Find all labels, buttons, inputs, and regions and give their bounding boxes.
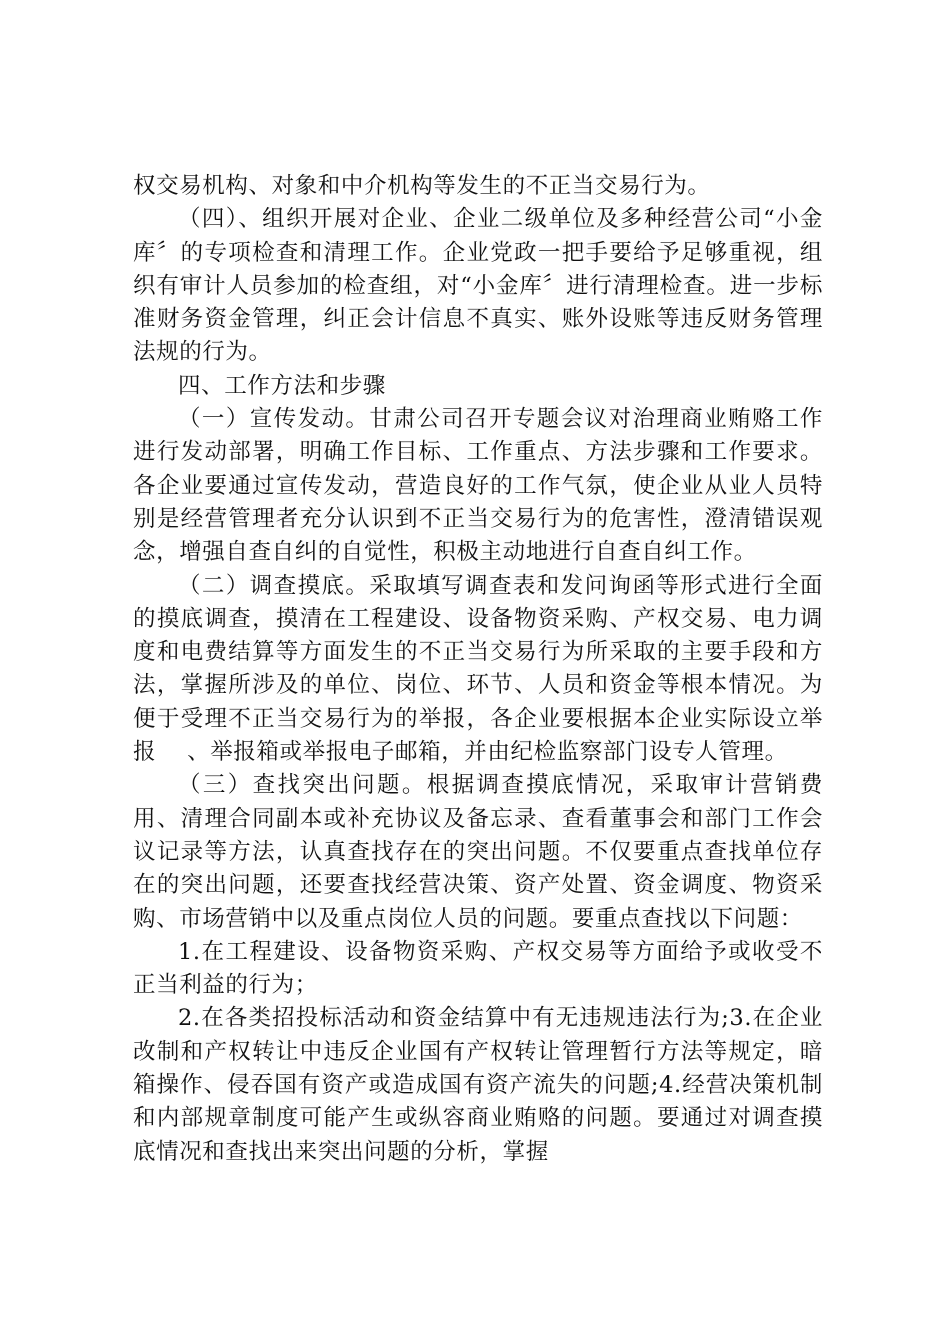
list-item-1: 1.在工程建设、设备物资采购、产权交易等方面给予或收受不正当利益的行为； [133, 938, 823, 999]
paragraph-4: （二）调查摸底。采取填写调查表和发问询函等形式进行全面的摸底调查，摸清在工程建设、设备物资采购、产权交易、电力调度和电费结算等方面发生的不正当交易行为所采取的主要手段和方法，掌握所涉及的单位、岗位、环节、人员和资金等根本情况。为便于受理不正当交易行为的举报，各企业要根据本企业实际设立举报 、举报箱或举报电子邮箱，并由纪检监察部门设专人管理。 [133, 572, 823, 766]
document-body [133, 170, 823, 1169]
paragraph-1: 权交易机构、对象和中介机构等发生的不正当交易行为。 [133, 173, 711, 199]
list-item-2: 2.在各类招投标活动和资金结算中有无违规违法行为;3.在企业改制和产权转让中违反企业国有产权转让管理暂行方法等规定，暗箱操作、侵吞国有资产或造成国有资产流失的问题;4.经营决策机制和内部规章制度可能产生或纵容商业贿赂的问题。要通过对调查摸底情况和查找出来突出问题的分析，掌握 [133, 1005, 823, 1165]
paragraph-3: （一）宣传发动。甘肃公司召开专题会议对治理商业贿赂工作进行发动部署，明确工作目标、工作重点、方法步骤和工作要求。各企业要通过宣传发动，营造良好的工作气氛，使企业从业人员特别是经营管理者充分认识到不正当交易行为的危害性，澄清错误观念，增强自查自纠的自觉性，积极主动地进行自查自纠工作。 [133, 406, 823, 566]
paragraph-5: （三）查找突出问题。根据调查摸底情况，采取审计营销费用、清理合同副本或补充协议及备忘录、查看董事会和部门工作会议记录等方法，认真查找存在的突出问题。不仅要重点查找单位存在的突出问题，还要查找经营决策、资产处置、资金调度、物资采购、市场营销中以及重点岗位人员的问题。要重点查找以下问题： [133, 772, 823, 932]
paragraph-2: （四）、组织开展对企业、企业二级单位及多种经营公司“小金库〞的专项检查和清理工作。企业党政一把手要给予足够重视，组织有审计人员参加的检查组，对“小金库〞进行清理检查。进一步标准财务资金管理，纠正会计信息不真实、账外设账等违反财务管理法规的行为。 [133, 206, 823, 366]
section-heading: 四、工作方法和步骤 [178, 372, 386, 399]
